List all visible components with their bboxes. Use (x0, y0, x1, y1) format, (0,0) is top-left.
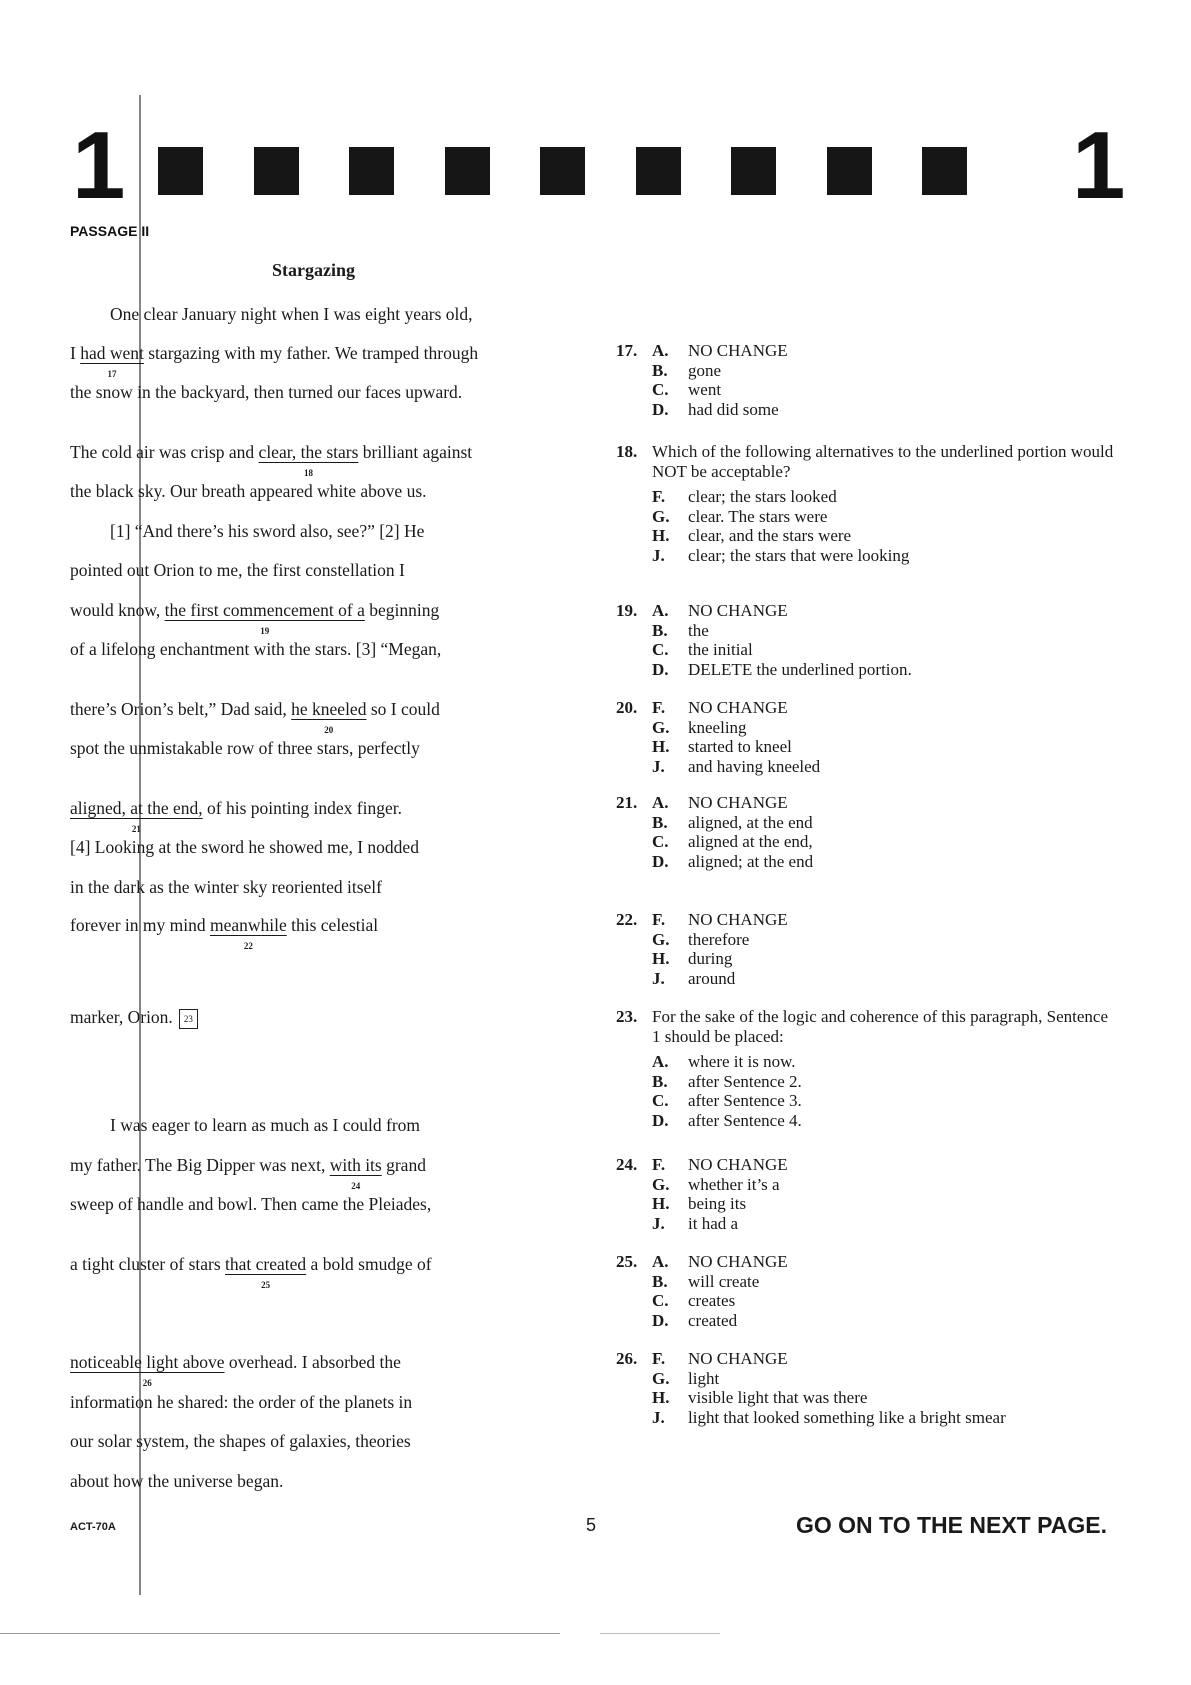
answer-option[interactable] (652, 1388, 1116, 1408)
option-letter: J. (652, 756, 665, 776)
answer-option[interactable] (652, 507, 1116, 527)
answer-option[interactable] (616, 793, 1116, 813)
underlined-portion: the first commencement of a 19 (165, 599, 365, 621)
answer-option[interactable] (616, 1349, 1116, 1369)
passage-text-run: our solar system, the shapes of galaxies, theories (70, 1431, 411, 1451)
answer-option[interactable] (652, 930, 1116, 950)
option-letter: H. (652, 737, 670, 756)
option-letter: J. (652, 1213, 665, 1233)
question-number: 18. (616, 442, 638, 461)
passage-line (70, 797, 402, 834)
option-text: aligned, at the end (688, 812, 813, 832)
passage-text-run: [1] “And there’s his sword also, see?” [2] He (110, 521, 425, 541)
question-number: 25. (616, 1252, 638, 1271)
answer-option[interactable] (652, 1052, 1116, 1072)
answer-option[interactable] (652, 813, 1116, 833)
answer-option[interactable] (616, 341, 1116, 361)
passage-line (110, 1114, 420, 1136)
answer-option[interactable] (652, 852, 1116, 872)
answer-option[interactable] (616, 1252, 1116, 1272)
option-text: started to kneel (688, 737, 792, 756)
question-marker-box: 23 (179, 1009, 198, 1029)
header-block (445, 147, 490, 195)
passage-line (70, 559, 405, 581)
passage-text-run: [4] Looking at the sword he showed me, I nodded (70, 837, 419, 857)
option-letter: D. (652, 1110, 669, 1130)
option-text: around (688, 968, 736, 988)
passage-text-run: there’s Orion’s belt,” Dad said, (70, 699, 292, 719)
underlined-portion: he kneeled 20 (291, 698, 366, 720)
passage-line (70, 638, 441, 660)
answer-option[interactable] (652, 1072, 1116, 1092)
question-stem: Which of the following alternatives to the underlined portion would NOT be acceptable? (652, 442, 1114, 481)
question-number-label: 20 (324, 725, 334, 735)
answer-option[interactable] (652, 400, 1116, 420)
question-item (616, 341, 1116, 419)
question-item (616, 1349, 1116, 1427)
option-letter: D. (652, 851, 669, 871)
option-text: clear; the stars that were looking (688, 545, 910, 565)
option-text: it had a (688, 1213, 739, 1233)
passage-text-run: so I could (366, 699, 440, 719)
passage-line (70, 876, 382, 898)
answer-option[interactable] (652, 1291, 1116, 1311)
option-text: aligned; at the end (688, 851, 814, 871)
option-letter: G. (652, 717, 670, 737)
question-number: 21. (616, 793, 638, 812)
passage-line (70, 381, 462, 403)
option-letter: C. (652, 1091, 669, 1110)
option-text: kneeling (688, 717, 747, 737)
option-text: NO CHANGE (688, 1155, 788, 1174)
answer-option[interactable] (616, 910, 1116, 930)
option-letter: D. (652, 399, 669, 419)
option-letter: G. (652, 929, 670, 949)
passage-line (70, 1391, 412, 1413)
answer-option[interactable] (652, 526, 1116, 546)
answer-option[interactable] (652, 1311, 1116, 1331)
question-number: 24. (616, 1155, 638, 1174)
option-letter: C. (652, 832, 669, 851)
option-text: where it is now. (688, 1052, 796, 1071)
passage-text-run: the black sky. Our breath appeared white above us. (70, 481, 427, 501)
passage-text-run: The cold air was crisp and (70, 442, 259, 462)
option-letter: G. (652, 1368, 670, 1388)
question-number-label: 21 (131, 824, 141, 834)
answer-option[interactable] (652, 737, 1116, 757)
option-letter: G. (652, 1174, 670, 1194)
option-letter: A. (652, 1252, 669, 1271)
passage-text-run: overhead. I absorbed the (224, 1352, 401, 1372)
passage-line (70, 1193, 431, 1215)
answer-option[interactable] (652, 487, 1116, 507)
question-item (616, 1155, 1116, 1233)
underlined-portion: that created 25 (225, 1253, 306, 1275)
underlined-portion: noticeable light above 26 (70, 1351, 225, 1373)
passage-line (70, 1351, 401, 1388)
option-letter: H. (652, 1194, 670, 1213)
answer-option[interactable] (616, 698, 1116, 718)
question-number-label: 19 (260, 626, 270, 636)
option-text: will create (688, 1271, 760, 1291)
passage-text-run: information he shared: the order of the planets in (70, 1392, 413, 1412)
passage-text-run: pointed out Orion to me, the first constellation I (70, 560, 405, 580)
question-item (616, 1007, 1116, 1130)
form-code: ACT-70A (70, 1521, 116, 1533)
header-block (158, 147, 203, 195)
question-number: 20. (616, 698, 638, 717)
option-text: NO CHANGE (688, 910, 788, 929)
option-text: NO CHANGE (688, 1252, 788, 1271)
option-letter: A. (652, 341, 669, 360)
header-block (636, 147, 681, 195)
passage-line (70, 914, 379, 951)
option-text: therefore (688, 929, 750, 949)
option-text: gone (688, 360, 722, 380)
question-number-label: 17 (107, 369, 117, 379)
option-text: creates (688, 1291, 736, 1310)
question-number-label: 18 (303, 468, 313, 478)
passage-text-run: I was eager to learn as much as I could from (110, 1115, 421, 1135)
header-block (731, 147, 776, 195)
answer-option[interactable] (652, 1111, 1116, 1131)
passage-line (110, 520, 424, 542)
option-letter: H. (652, 949, 670, 968)
option-letter: C. (652, 640, 669, 659)
passage-line (70, 1006, 198, 1029)
question-item (616, 1252, 1116, 1330)
option-text: being its (688, 1194, 747, 1213)
passage-line (70, 441, 473, 478)
answer-option[interactable] (652, 1091, 1116, 1111)
passage-text-run: in the dark as the winter sky reoriented itself (70, 877, 382, 897)
option-text: after Sentence 4. (688, 1110, 802, 1130)
question-item (616, 442, 1116, 565)
question-item (616, 793, 1116, 871)
option-text: created (688, 1310, 738, 1330)
option-letter: F. (652, 1155, 666, 1174)
passage-text-run: marker, Orion. (70, 1007, 173, 1027)
option-letter: H. (652, 1388, 670, 1407)
passage-text-run: of a lifelong enchantment with the stars. [3] “Megan, (70, 639, 442, 659)
passage-text-run: stargazing with my father. We tramped through (143, 343, 479, 363)
underlined-portion: meanwhile 22 (210, 914, 287, 936)
bottom-rule (0, 1633, 560, 1634)
answer-option[interactable] (652, 361, 1116, 381)
answer-option[interactable] (652, 621, 1116, 641)
option-text: NO CHANGE (688, 793, 788, 812)
option-text: clear. The stars were (688, 506, 828, 526)
option-letter: F. (652, 487, 666, 506)
underlined-portion: with its 24 (330, 1154, 382, 1176)
passage-line (70, 1430, 411, 1452)
answer-option[interactable] (652, 757, 1116, 777)
question-number: 22. (616, 910, 638, 929)
page-number: 5 (586, 1515, 597, 1535)
option-letter: J. (652, 1407, 665, 1427)
answer-option[interactable] (652, 640, 1116, 660)
option-letter: A. (652, 1052, 669, 1071)
question-item (616, 601, 1116, 679)
option-letter: B. (652, 620, 668, 640)
option-text: aligned at the end, (688, 832, 813, 851)
answer-option[interactable] (652, 1214, 1116, 1234)
option-text: NO CHANGE (688, 601, 788, 620)
answer-option[interactable] (652, 546, 1116, 566)
answer-option[interactable] (616, 1155, 1116, 1175)
question-number: 23. (616, 1007, 638, 1026)
option-text: during (688, 949, 733, 968)
header-block (254, 147, 299, 195)
option-letter: C. (652, 380, 669, 399)
passage-title: Stargazing (272, 260, 355, 280)
header-block (922, 147, 967, 195)
underlined-portion: clear, the stars 18 (259, 441, 359, 463)
section-number-right: 1 (1072, 112, 1122, 219)
option-text: clear, and the stars were (688, 526, 852, 545)
passage-text-run: I (70, 343, 81, 363)
header-block (349, 147, 394, 195)
question-number-label: 22 (243, 941, 253, 951)
passage-text-run: spot the unmistakable row of three stars, perfectly (70, 738, 420, 758)
answer-option[interactable] (652, 1369, 1116, 1389)
passage-text-run: forever in my mind (70, 915, 210, 935)
option-letter: B. (652, 1271, 668, 1291)
option-text: went (688, 380, 722, 399)
passage-text-run: would know, (70, 600, 165, 620)
answer-option[interactable] (652, 1194, 1116, 1214)
question-number-label: 24 (351, 1181, 361, 1191)
question-number-label: 25 (261, 1280, 271, 1290)
option-letter: F. (652, 910, 666, 929)
option-text: after Sentence 3. (688, 1091, 802, 1110)
option-text: the initial (688, 640, 753, 659)
passage-line (70, 480, 427, 502)
option-letter: C. (652, 1291, 669, 1310)
passage-line (70, 1470, 283, 1492)
question-number-label: 26 (142, 1378, 152, 1388)
answer-option[interactable] (652, 832, 1116, 852)
passage-line (70, 342, 479, 379)
question-number: 19. (616, 601, 638, 620)
passage-line (110, 303, 473, 325)
passage-text-run: One clear January night when I was eight years old, (110, 304, 473, 324)
passage-text-run: this celestial (286, 915, 379, 935)
question-item (616, 910, 1116, 988)
passage-text-run: about how the universe began. (70, 1471, 284, 1491)
bottom-rule-fragment (600, 1633, 720, 1634)
option-letter: B. (652, 1071, 668, 1091)
passage-line (70, 737, 420, 759)
option-letter: B. (652, 360, 668, 380)
option-letter: D. (652, 1310, 669, 1330)
option-text: whether it’s a (688, 1174, 780, 1194)
passage-line (70, 1154, 426, 1191)
option-letter: J. (652, 968, 665, 988)
option-letter: A. (652, 793, 669, 812)
underlined-portion: aligned, at the end, 21 (70, 797, 203, 819)
option-text: light that looked something like a bright smear (688, 1407, 1006, 1427)
underlined-portion: had went 17 (80, 342, 144, 364)
passage-text-run: grand (381, 1155, 426, 1175)
option-letter: J. (652, 545, 665, 565)
passage-text-run: my father. The Big Dipper was next, (70, 1155, 330, 1175)
option-text: NO CHANGE (688, 341, 788, 360)
question-stem: For the sake of the logic and coherence of this paragraph, Sentence 1 should be placed: (652, 1007, 1108, 1046)
answer-option[interactable] (652, 718, 1116, 738)
section-number-left: 1 (72, 112, 122, 219)
passage-text-run: a bold smudge of (306, 1254, 432, 1274)
answer-option[interactable] (652, 1408, 1116, 1428)
option-letter: A. (652, 601, 669, 620)
passage-line (70, 836, 419, 858)
option-text: had did some (688, 399, 779, 419)
passage-line (70, 698, 440, 735)
option-text: and having kneeled (688, 756, 821, 776)
answer-option[interactable] (652, 1175, 1116, 1195)
answer-option[interactable] (652, 660, 1116, 680)
option-letter: F. (652, 698, 666, 717)
option-text: after Sentence 2. (688, 1071, 802, 1091)
passage-text-run: brilliant against (358, 442, 473, 462)
option-text: NO CHANGE (688, 698, 788, 717)
option-letter: G. (652, 506, 670, 526)
passage-text-run: a tight cluster of stars (70, 1254, 226, 1274)
option-letter: B. (652, 812, 668, 832)
section-header-blocks (158, 147, 1028, 197)
passage-label: PASSAGE II (70, 223, 150, 239)
option-letter: H. (652, 526, 670, 545)
question-item (616, 698, 1116, 776)
header-block (540, 147, 585, 195)
answer-option[interactable] (616, 601, 1116, 621)
answer-option[interactable] (652, 949, 1116, 969)
option-letter: F. (652, 1349, 666, 1368)
go-on-notice: GO ON TO THE NEXT PAGE. (796, 1512, 1107, 1538)
option-text: NO CHANGE (688, 1349, 788, 1368)
option-text: light (688, 1368, 720, 1388)
option-letter: D. (652, 659, 669, 679)
passage-text-run: beginning (364, 600, 440, 620)
option-text: DELETE the underlined portion. (688, 659, 912, 679)
option-text: visible light that was there (688, 1388, 868, 1407)
option-text: clear; the stars looked (688, 487, 837, 506)
question-number: 26. (616, 1349, 638, 1368)
question-number: 17. (616, 341, 638, 360)
passage-text-run: sweep of handle and bowl. Then came the Pleiades, (70, 1194, 432, 1214)
passage-text-run: the snow in the backyard, then turned our faces upward. (70, 382, 463, 402)
answer-option[interactable] (652, 969, 1116, 989)
answer-option[interactable] (652, 1272, 1116, 1292)
answer-option[interactable] (652, 380, 1116, 400)
header-block (827, 147, 872, 195)
option-text: the (688, 620, 709, 640)
passage-line (70, 599, 440, 636)
passage-line (70, 1253, 432, 1290)
passage-text-run: of his pointing index finger. (202, 798, 402, 818)
